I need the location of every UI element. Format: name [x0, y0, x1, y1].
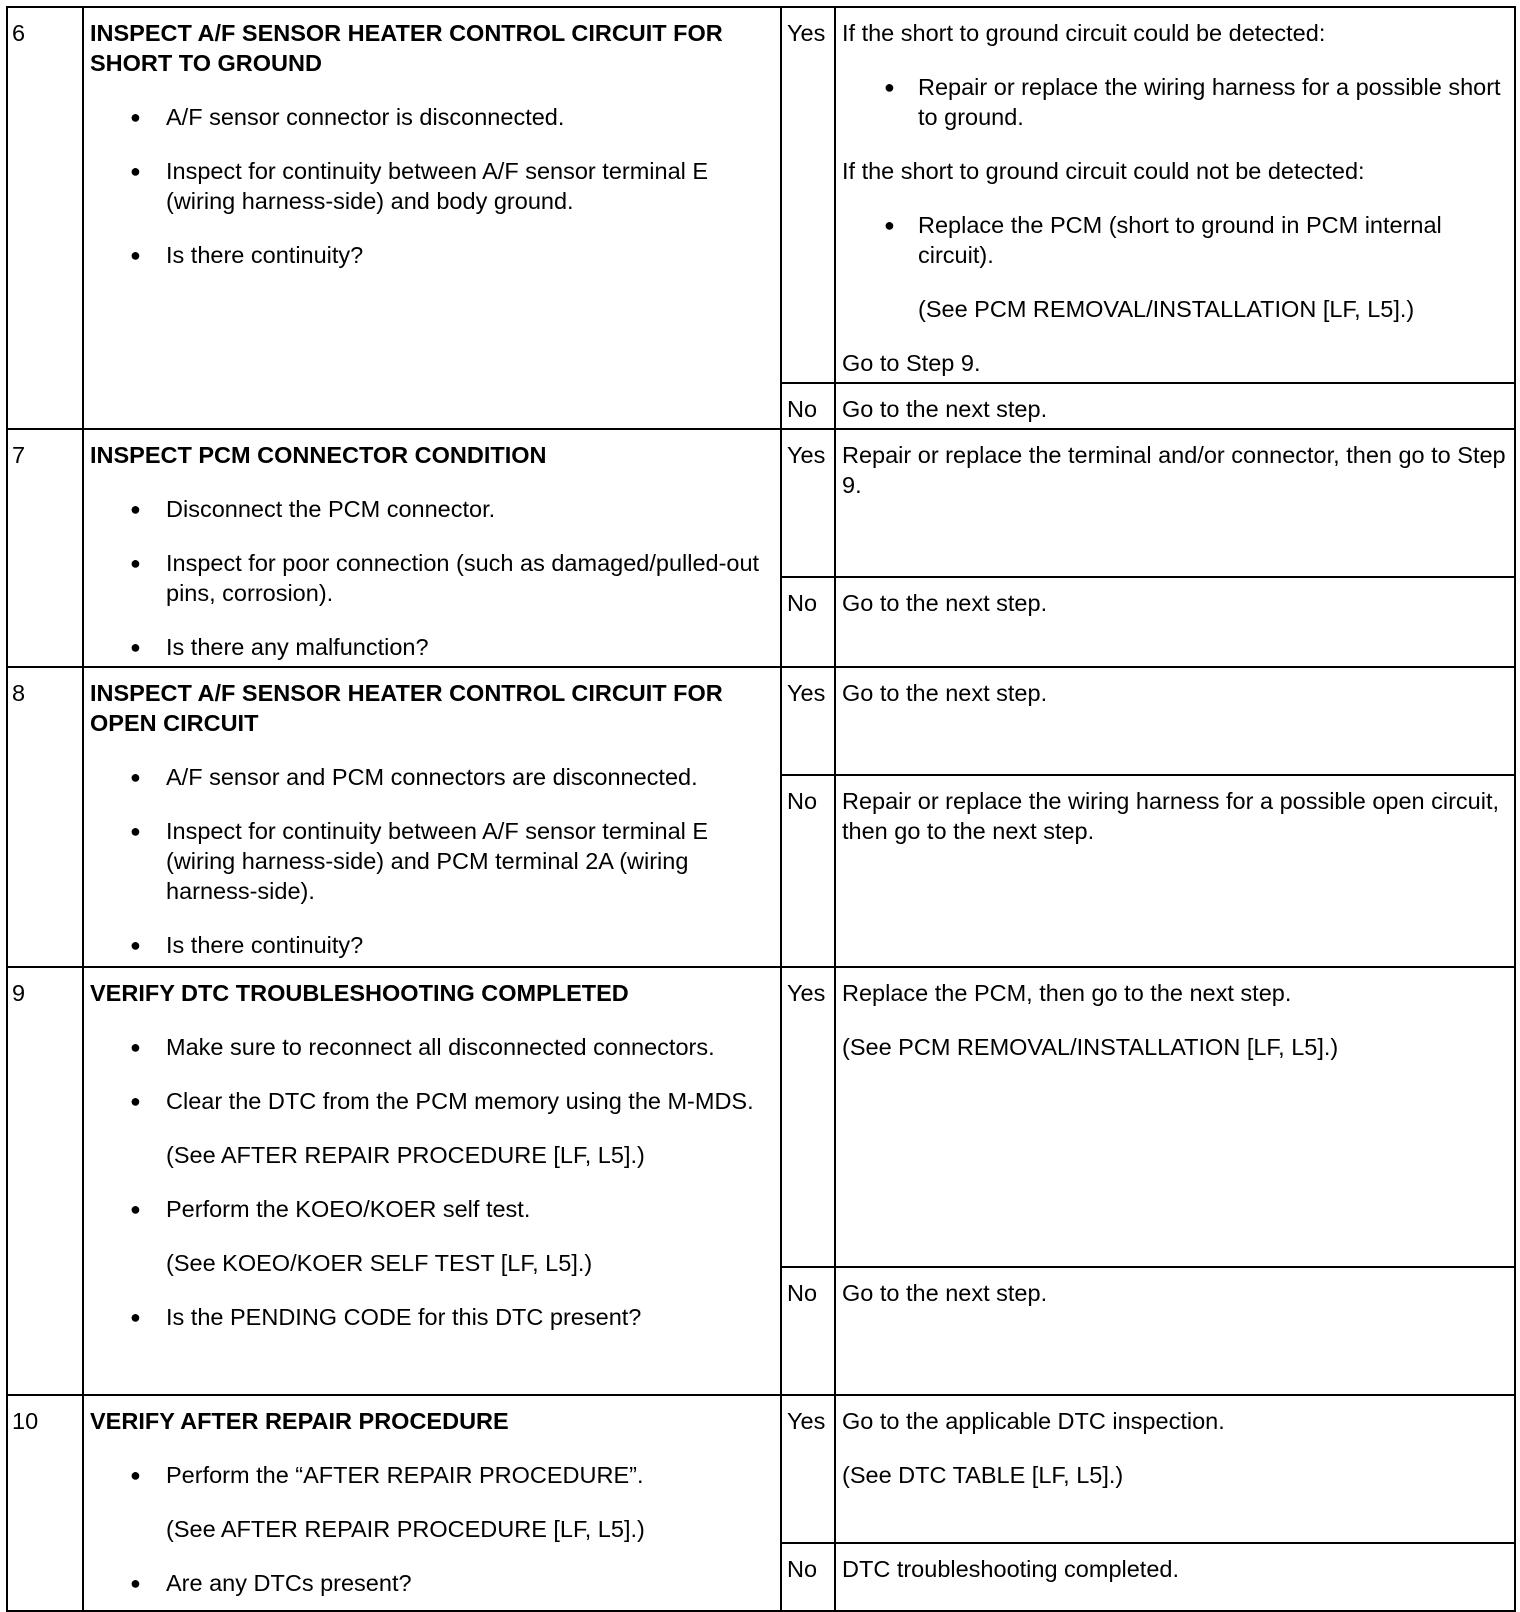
reference-link[interactable]: (See DTC TABLE [LF, L5].)	[842, 1462, 1124, 1488]
step-8-inspection-cell	[83, 667, 781, 967]
yes-label: Yes	[781, 7, 835, 383]
no-action-cell: Repair or replace the wiring harness for a possible open circuit, then go to the next step.	[835, 775, 1515, 967]
bullet-item: ● Clear the DTC from the PCM memory using the M-MDS.	[90, 1086, 774, 1116]
yes-label: Yes	[781, 1395, 835, 1543]
action-bullets	[842, 72, 1508, 132]
action-text: If the short to ground circuit could be detected:	[842, 20, 1326, 46]
no-action-cell: Go to the next step.	[835, 1267, 1515, 1395]
yes-label: Yes	[781, 967, 835, 1267]
step-9-yes-row	[7, 967, 1515, 1267]
no-action-cell: DTC troubleshooting completed.	[835, 1543, 1515, 1611]
step-6-yes-row	[7, 7, 1515, 383]
step-10-yes-row	[7, 1395, 1515, 1543]
bullet-item: ● A/F sensor and PCM connectors are disconnected.	[90, 762, 774, 792]
step-title: VERIFY AFTER REPAIR PROCEDURE	[90, 1408, 509, 1434]
yes-action-cell	[835, 7, 1515, 383]
bullet-item: ● Make sure to reconnect all disconnected connectors.	[90, 1032, 774, 1062]
step-8-yes-row	[7, 667, 1515, 775]
reference-link[interactable]: (See AFTER REPAIR PROCEDURE [LF, L5].)	[166, 1516, 645, 1542]
no-label: No	[781, 383, 835, 429]
step-7-yes-row	[7, 429, 1515, 577]
inspection-bullets	[90, 1460, 774, 1598]
no-label: No	[781, 1267, 835, 1395]
no-action-cell: Go to the next step.	[835, 577, 1515, 667]
reference-link[interactable]: (See PCM REMOVAL/INSTALLATION [LF, L5].)	[918, 296, 1415, 322]
yes-label: Yes	[781, 667, 835, 775]
bullet-item: ● Are any DTCs present?	[90, 1568, 774, 1598]
step-number: 6	[7, 7, 83, 429]
bullet-item: ● Disconnect the PCM connector.	[90, 494, 774, 524]
step-number: 8	[7, 667, 83, 967]
reference-link[interactable]: (See PCM REMOVAL/INSTALLATION [LF, L5].)	[842, 1034, 1339, 1060]
inspection-bullets	[90, 102, 774, 270]
yes-label: Yes	[781, 429, 835, 577]
bullet-item: ● Is there continuity?	[90, 930, 774, 960]
action-text: Go to Step 9.	[842, 350, 981, 376]
reference-link[interactable]: (See KOEO/KOER SELF TEST [LF, L5].)	[166, 1250, 593, 1276]
yes-action-cell	[835, 967, 1515, 1267]
action-text: If the short to ground circuit could not be detected:	[842, 158, 1365, 184]
bullet-item: ● Is the PENDING CODE for this DTC present?	[90, 1302, 774, 1332]
action-bullet: ● Replace the PCM (short to ground in PCM internal circuit).	[842, 210, 1508, 270]
step-7-inspection-cell	[83, 429, 781, 667]
bullet-item: ● A/F sensor connector is disconnected.	[90, 102, 774, 132]
action-bullets	[842, 210, 1508, 324]
step-number: 10	[7, 1395, 83, 1611]
bullet-item: ● Inspect for continuity between A/F sensor terminal E (wiring harness-side) and PCM terminal 2A (wiring harness-side).	[90, 816, 774, 906]
yes-action-cell: Go to the next step.	[835, 667, 1515, 775]
troubleshooting-table	[6, 6, 1516, 1612]
step-10-inspection-cell	[83, 1395, 781, 1611]
no-action-cell: Go to the next step.	[835, 383, 1515, 429]
inspection-bullets	[90, 1032, 774, 1332]
yes-action-cell: Repair or replace the terminal and/or connector, then go to Step 9.	[835, 429, 1515, 577]
step-title: VERIFY DTC TROUBLESHOOTING COMPLETED	[90, 980, 629, 1006]
step-9-inspection-cell	[83, 967, 781, 1395]
bullet-item: ● Is there any malfunction?	[90, 632, 774, 662]
step-number: 7	[7, 429, 83, 667]
no-label: No	[781, 775, 835, 967]
step-title: INSPECT PCM CONNECTOR CONDITION	[90, 442, 547, 468]
action-bullet: ● Repair or replace the wiring harness for a possible short to ground.	[842, 72, 1508, 132]
bullet-item: ● Inspect for poor connection (such as damaged/pulled-out pins, corrosion).	[90, 548, 774, 608]
bullet-item: ● Is there continuity?	[90, 240, 774, 270]
no-label: No	[781, 577, 835, 667]
reference-link[interactable]: (See AFTER REPAIR PROCEDURE [LF, L5].)	[166, 1142, 645, 1168]
inspection-bullets	[90, 494, 774, 662]
bullet-item: ● Inspect for continuity between A/F sensor terminal E (wiring harness-side) and body ground.	[90, 156, 774, 216]
bullet-item: ● Perform the KOEO/KOER self test.	[90, 1194, 774, 1224]
step-title: INSPECT A/F SENSOR HEATER CONTROL CIRCUIT FOR SHORT TO GROUND	[90, 20, 723, 76]
step-title: INSPECT A/F SENSOR HEATER CONTROL CIRCUIT FOR OPEN CIRCUIT	[90, 680, 723, 736]
no-label: No	[781, 1543, 835, 1611]
inspection-bullets	[90, 762, 774, 960]
step-number: 9	[7, 967, 83, 1395]
action-text: Go to the applicable DTC inspection.	[842, 1408, 1225, 1434]
yes-action-cell	[835, 1395, 1515, 1543]
action-text: Replace the PCM, then go to the next step.	[842, 980, 1292, 1006]
step-6-inspection-cell	[83, 7, 781, 429]
bullet-item: ● Perform the “AFTER REPAIR PROCEDURE”.	[90, 1460, 774, 1490]
